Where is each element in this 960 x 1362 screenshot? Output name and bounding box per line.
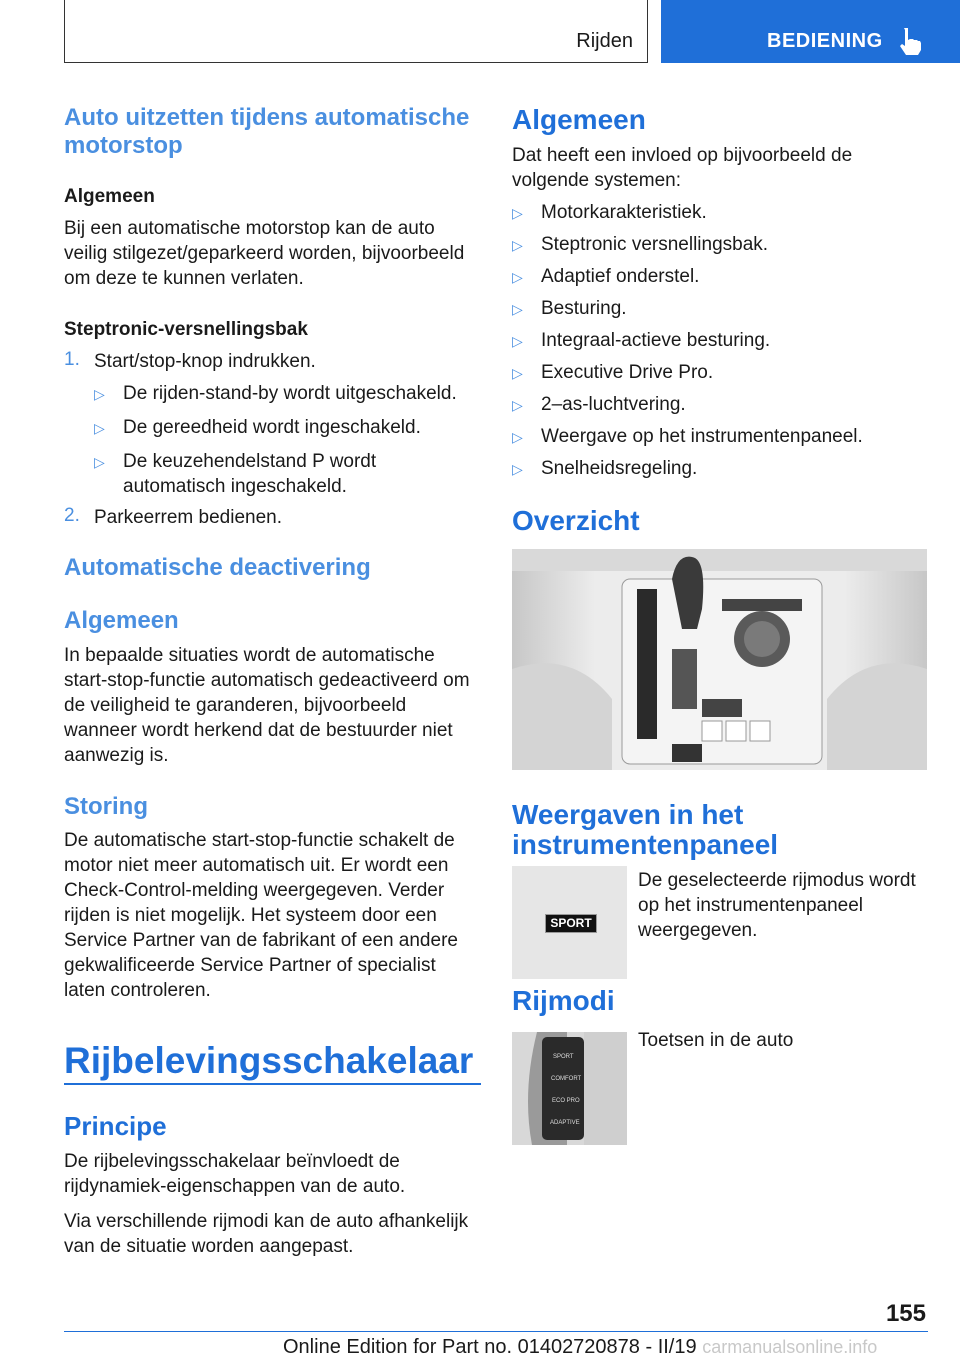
mode-label-sport: SPORT [553, 1054, 574, 1060]
subheading-principe: Principe [64, 1111, 167, 1141]
section-title-overzicht: Overzicht [512, 505, 640, 536]
section-title-weergaven: Weergaven in het instrumentenpaneel [512, 799, 779, 860]
paragraph-storing: De automatische start-stop-functie schakelt de motor niet meer automatisch uit. Er wordt een Check-Control-melding weergegeven. Verder rijden is niet mogelijk. Het systeem door een Service Partner van de fabrikant of een andere gekwalificeerde Service Partner of specialist laten controleren. [64, 830, 458, 1001]
paragraph-systemen: Dat heeft een invloed op bijvoorbeeld de volgende systemen: [512, 145, 853, 191]
footer-rule [64, 1331, 928, 1332]
triangle-bullet-icon: ▷ [512, 429, 523, 445]
step-number: 2. [64, 505, 80, 526]
step-text: Parkeerrem bedienen. [94, 507, 282, 528]
section-title-algemeen: Algemeen [512, 104, 646, 135]
substep-text: De gereedheid wordt ingeschakeld. [123, 417, 421, 438]
footer-site: carmanualsonline.info [702, 1337, 878, 1357]
section-title-rijmodi: Rijmodi [512, 985, 615, 1016]
substep-text: De rijden-stand-by wordt uitgeschakeld. [123, 383, 457, 404]
section-title-automatische-deactivering: Automatische deactivering [64, 554, 371, 581]
step-number: 1. [64, 349, 80, 370]
triangle-bullet-icon: ▷ [512, 237, 523, 253]
header-section-title: Rijden [576, 30, 633, 52]
footer-edition [283, 1336, 877, 1359]
header-left-box [64, 0, 648, 63]
system-list-item: Integraal-actieve besturing. [541, 330, 771, 351]
step-text: Start/stop-knop indrukken. [94, 351, 316, 372]
triangle-bullet-icon: ▷ [512, 365, 523, 381]
triangle-bullet-icon: ▷ [512, 269, 523, 285]
sport-badge: SPORT [545, 914, 597, 933]
triangle-bullet-icon: ▷ [512, 397, 523, 413]
chapter-title-rijbelevingsschakelaar: Rijbelevingsschakelaar [64, 1040, 474, 1081]
system-list-item: Besturing. [541, 298, 627, 319]
subheading-steptronic: Steptronic-versnellingsbak [64, 319, 308, 340]
triangle-bullet-icon: ▷ [94, 420, 105, 436]
header-chapter-title: BEDIENING [767, 30, 883, 52]
paragraph-principe-2: Via verschillende rijmodi kan de auto afhankelijk van de situatie worden aangepast. [64, 1211, 469, 1257]
title-underline [64, 1083, 481, 1085]
triangle-bullet-icon: ▷ [94, 386, 105, 402]
paragraph-motorstop: Bij een automatische motorstop kan de auto veilig stilgezet/geparkeerd worden, bijvoorbeeld om deze te kunnen verlaten. [64, 218, 465, 289]
system-list-item: Snelheidsregeling. [541, 458, 698, 479]
drive-mode-buttons-photo [512, 1032, 627, 1145]
substep-text: De keuzehendelstand P wordt automatisch ingeschakeld. [123, 451, 377, 497]
mode-label-eco-pro: ECO PRO [552, 1098, 580, 1104]
paragraph-weergaven: De geselecteerde rijmodus wordt op het instrumentenpaneel weergegeven. [638, 870, 916, 941]
system-list-item: Executive Drive Pro. [541, 362, 714, 383]
mode-label-comfort: COMFORT [551, 1076, 582, 1082]
hand-pointer-icon [897, 26, 923, 56]
triangle-bullet-icon: ▷ [512, 461, 523, 477]
triangle-bullet-icon: ▷ [512, 301, 523, 317]
triangle-bullet-icon: ▷ [512, 205, 523, 221]
triangle-bullet-icon: ▷ [94, 454, 105, 470]
center-console-photo [512, 549, 927, 770]
triangle-bullet-icon: ▷ [512, 333, 523, 349]
system-list-item: Adaptief onderstel. [541, 266, 700, 287]
mode-label-adaptive: ADAPTIVE [550, 1120, 580, 1126]
footer-edition-text: Online Edition for Part no. 01402720878 - II/19 [283, 1336, 697, 1358]
subheading-algemeen-2: Algemeen [64, 607, 179, 634]
subheading-storing: Storing [64, 793, 148, 820]
paragraph-rijmodi: Toetsen in de auto [638, 1030, 794, 1051]
system-list-item: 2–as-luchtvering. [541, 394, 686, 415]
paragraph-principe-1: De rijbelevingsschakelaar beïnvloedt de rijdynamiek-eigenschappen van de auto. [64, 1151, 406, 1197]
system-list-item: Steptronic versnellingsbak. [541, 234, 769, 255]
system-list-item: Motorkarakteristiek. [541, 202, 707, 223]
paragraph-deactivering: In bepaalde situaties wordt de automatische start-stop-functie automatisch gedeactiveerd om de veiligheid te garanderen, bijvoorbeeld wanneer wordt herkend dat de bestuurder niet aanwezig is. [64, 645, 470, 766]
sport-display-image [512, 866, 627, 979]
system-list-item: Weergave op het instrumentenpaneel. [541, 426, 863, 447]
subheading-algemeen: Algemeen [64, 186, 155, 207]
section-title-auto-uitzetten: Auto uitzetten tijdens automatische motorstop [64, 104, 470, 159]
header-chapter-tab [661, 0, 960, 63]
page-number: 155 [885, 1300, 926, 1327]
